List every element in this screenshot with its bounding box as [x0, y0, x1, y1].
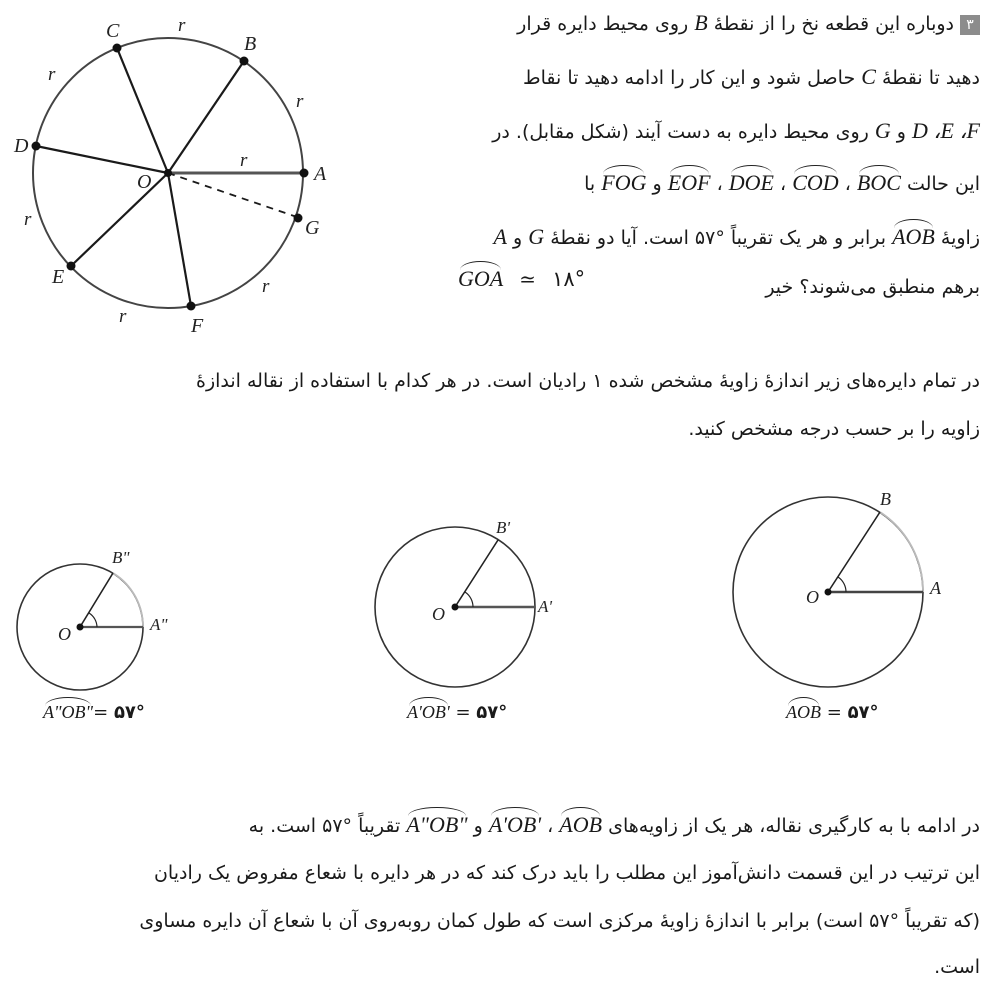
question-with-answer: برهم منطبق می‌شوند؟ خیر: [765, 276, 980, 298]
label-B-double-prime: B": [112, 548, 130, 567]
exercise-line-6: [765, 276, 980, 298]
label-A: A: [314, 163, 327, 185]
label-D: D: [14, 135, 29, 157]
angle-DOE: DOE: [728, 170, 774, 195]
label-A-double-prime: A": [150, 615, 168, 634]
label-E: E: [52, 266, 65, 288]
handwritten-answer: GOA ≃ ۱۸°: [458, 266, 586, 291]
exercise-line-3: D ،E ،F و G روی محیط دایره به دست آیند (شکل مقابل). در: [492, 118, 980, 143]
label-C: C: [106, 20, 120, 42]
exercise-line-5: زاویهٔ AOB برابر و هر یک تقریباً °۵۷ است. آیا دو نقطهٔ G و A: [493, 224, 980, 249]
instruction-line-2: زاویه را بر حسب درجه مشخص کنید.: [688, 418, 980, 440]
angle-COD: COD: [792, 170, 839, 195]
label-B: B: [244, 33, 257, 55]
circle-figure-double-prime: [0, 530, 200, 700]
angle-GOA: GOA: [458, 266, 504, 291]
conclusion-line-4: است.: [934, 956, 980, 978]
label-A-prime: A': [538, 597, 553, 616]
angle-EOF: EOF: [667, 170, 711, 195]
circle-figure-plain: [710, 480, 970, 700]
label-O: O: [137, 171, 152, 193]
arc-label-CD: r: [48, 64, 56, 85]
exercise-line-1: ۳دوباره این قطعه نخ را از نقطهٔ B روی محیط دایره قرار: [517, 10, 980, 36]
arc-label-AB: r: [296, 91, 304, 112]
radius-OF: [168, 173, 191, 306]
circle-figure-prime: [360, 500, 580, 700]
label-O-small: O: [58, 624, 71, 644]
angle-AOB-ref: AOB: [559, 812, 603, 837]
arc-label-EF: r: [119, 306, 127, 327]
conclusion-line-1: در ادامه با به کارگیری نقاله، هر یک از زاویه‌های AOB ، A'OB' و A"OB" تقریباً °۵۷ است. به: [248, 812, 980, 837]
conclusion-line-2: این ترتیب در این قسمت دانش‌آموز این مطلب را باید درک کند که در هر دایره با شعاع مفروض یک رادیان: [153, 862, 980, 884]
main-circle-figure: [0, 0, 345, 345]
label-G: G: [305, 217, 320, 239]
instruction-line-1: در تمام دایره‌های زیر اندازهٔ زاویهٔ مشخص شده ۱ رادیان است. در هر کدام با استفاده از نقاله اندازهٔ: [196, 370, 980, 392]
label-A-plain: A: [930, 578, 941, 598]
label-B-plain: B: [880, 489, 891, 509]
conclusion-line-3: (که تقریباً °۵۷ است) برابر با اندازهٔ زاویهٔ مرکزی است که طول کمان روبه‌روی آن با شعاع آن دایره مساوی: [139, 910, 980, 932]
caption-plain: AOB = ۵۷°: [786, 702, 879, 723]
label-O-medium: O: [432, 604, 445, 624]
radius-OD: [36, 146, 168, 173]
radius-OG-dashed: [168, 173, 297, 217]
angle-AdprimeOBdprime-ref: A"OB": [406, 812, 468, 837]
arc-label-BC: r: [178, 15, 186, 36]
arc-label-DE: r: [24, 209, 32, 230]
radius-OC: [117, 48, 168, 173]
caption-double-prime: A"OB"= ۵۷°: [43, 702, 145, 723]
label-F: F: [191, 315, 204, 337]
exercise-line-4: این حالت BOC ، COD ، DOE ، EOF و FOG با: [584, 170, 980, 195]
radius-label-OA: r: [240, 150, 248, 171]
caption-prime: A'OB' = ۵۷°: [407, 702, 508, 723]
exercise-line-2: دهید تا نقطهٔ C حاصل شود و این کار را ادامه دهید تا نقاط: [523, 64, 980, 89]
arc-label-FG: r: [262, 276, 270, 297]
radius-OE: [71, 173, 168, 266]
angle-AOB: AOB: [892, 224, 935, 249]
label-O-large: O: [806, 587, 819, 607]
angle-AprimeOBprime-ref: A'OB': [488, 812, 542, 837]
angle-BOC: BOC: [856, 170, 901, 195]
label-B-prime: B': [496, 518, 511, 537]
radius-OB: [168, 61, 244, 173]
angle-FOG: FOG: [601, 170, 647, 195]
exercise-number-badge: ۳: [960, 15, 980, 35]
